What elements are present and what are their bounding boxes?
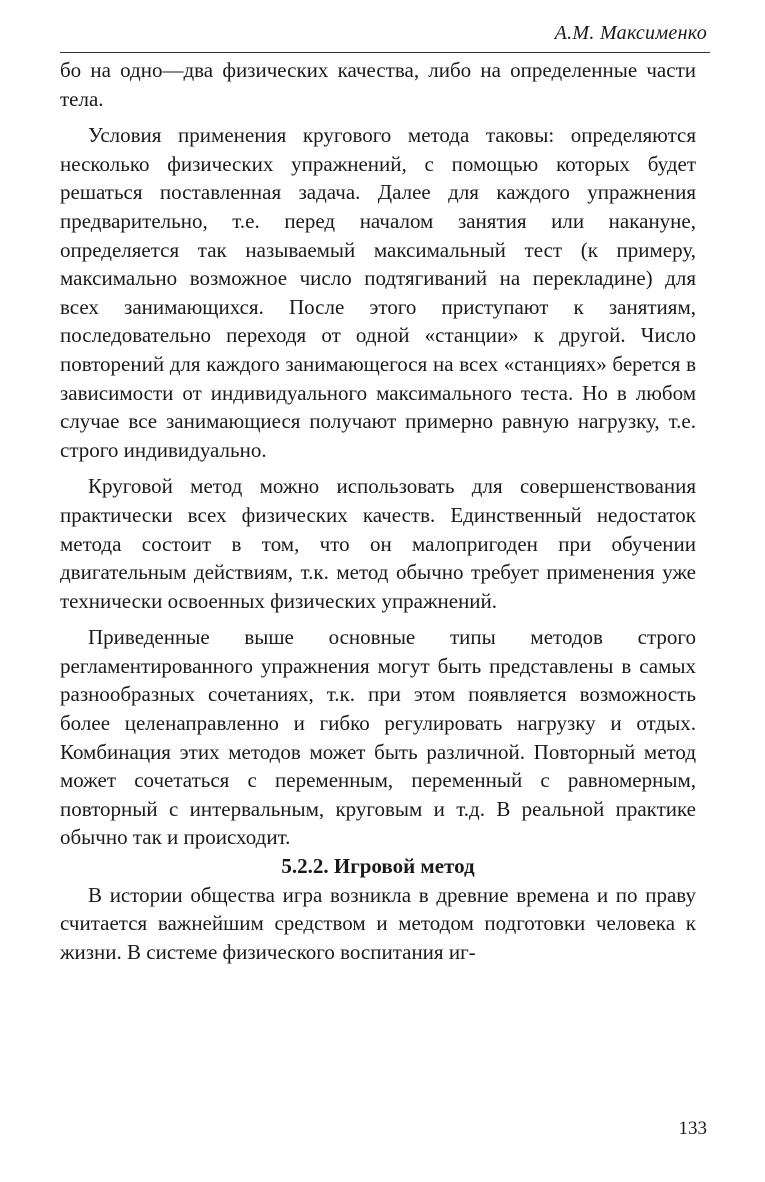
paragraph-continued: бо на одно—два физических качества, либо на определенные части тела. — [60, 58, 696, 111]
paragraph: В истории общества игра возникла в древние времена и по праву считается важнейшим средством и методом подготовки человека к жизни. В системе физического воспитания иг- — [60, 882, 696, 964]
paragraph: Приведенные выше основные типы методов строго регламентированного упражнения могут быть представлены в самых разнообразных сочетаниях, т.к. при этом появляется возможность более целенаправленно и гибко регулировать нагрузку и отдых. Комбинация этих методов может быть различной. Повторный метод может сочетаться с переменным, переменный с равномерным, повторный с интервальным, круговым и т.д. В реальной практике обычно так и происходит. — [60, 625, 696, 850]
section-title: 5.2.2. Игровой метод — [281, 854, 475, 879]
body-text — [60, 56, 696, 966]
header-rule — [60, 52, 710, 53]
running-head: А.М. Максименко — [554, 22, 707, 44]
page-number: 133 — [678, 1118, 707, 1139]
paragraph: Круговой метод можно использовать для совершенствования практически всех физических качеств. Единственный недостаток метода состоит в том, что он малопригоден при обучении двигательным действиям, т.к. метод обычно требует применения уже технически освоенных физических упражнений. — [60, 474, 696, 613]
paragraph: Условия применения кругового метода таковы: определяются несколько физических упражнений, с помощью которых будет решаться поставленная задача. Далее для каждого упражнения предварительно, т.е. перед началом занятия или накануне, определяется так называемый максимальный тест (к примеру, максимально возможное число подтягиваний на перекладине) для всех занимающихся. После этого приступают к занятиям, последовательно переходя от одной «станции» к другой. Число повторений для каждого занимающегося на всех «станциях» берется в зависимости от индивидуального максимального теста. Но в любом случае все занимающиеся получают примерно равную нагрузку, т.е. строго индивидуально. — [60, 123, 696, 462]
